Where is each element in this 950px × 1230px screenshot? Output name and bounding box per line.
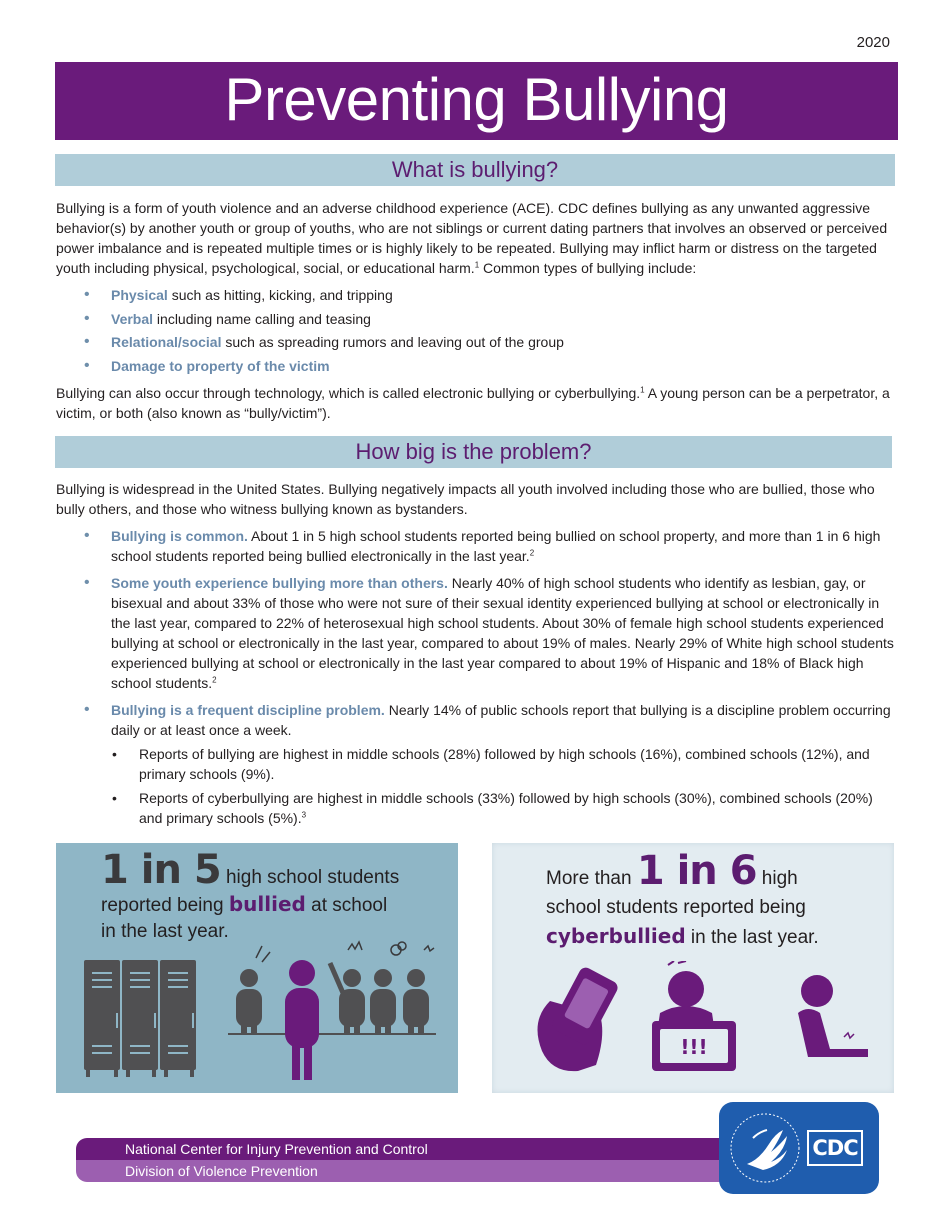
- definition-text: Bullying is a form of youth violence and an adverse childhood experience (ACE). CDC defines bullying as any unwanted aggressive behavior(s) by another youth or group of youths, who are not siblings or current dating partners that involves an observed or perceived power imbalance and is repeated multiple times or is highly likely to be repeated. Bullying may inflict harm or distress on the targeted youth including physical, psychological, social, or educational harm.: [56, 200, 888, 276]
- list-item: [84, 700, 894, 740]
- infographic-bullied-panel: [56, 843, 458, 1093]
- stat-line4: in the last year.: [101, 921, 229, 942]
- subpoint-text: Reports of bullying are highest in middle schools (28%) followed by high schools (16%), combined schools (12%), and primary schools (9%).: [139, 746, 870, 782]
- stat-line3: in the last year.: [685, 927, 819, 948]
- cdc-logo-text: CDC: [807, 1130, 863, 1166]
- list-item: [84, 526, 894, 566]
- section-heading-how-big: How big is the problem?: [55, 436, 892, 468]
- stat-emphasis: bullied: [228, 892, 306, 916]
- point-text: Nearly 14% of public schools report that bullying is a discipline problem occurring daily or at least once a week.: [111, 702, 891, 738]
- section-heading-what-is-bullying: What is bullying?: [55, 154, 895, 186]
- discipline-subpoints-list: [112, 744, 882, 832]
- stat-emphasis: cyberbullied: [546, 924, 686, 948]
- point-text: Nearly 40% of high school students who identify as lesbian, gay, or bisexual and about 33% of those who were not sure of their sexual identity experienced bullying at school or electronically in the last year, compared to 22% of heterosexual high school students. About 30% of female high school students experienced bullying at school or electronically in the last year, compared to about 19% of males. Nearly 29% of White high school students experienced bullying at school or electronically in the last year compared to about 19% of Hispanic and 18% of Black high school students.: [111, 575, 894, 691]
- bystander-figure-icon: [236, 969, 262, 1034]
- laptop-alert-text: !!!: [680, 1035, 708, 1059]
- point-label: Some youth experience bullying more than others.: [111, 575, 448, 591]
- type-label: Relational/social: [111, 334, 222, 350]
- person-at-laptop-icon: [652, 961, 736, 1071]
- type-text: such as hitting, kicking, and tripping: [167, 287, 393, 303]
- type-label: Verbal: [111, 310, 154, 327]
- closing-text: Bullying can also occur through technology, which is called electronic bullying or cyberbullying.: [56, 385, 641, 401]
- type-label: Damage to property of the victim: [111, 357, 330, 374]
- infographic-cyberbullied-panel: [492, 843, 894, 1093]
- list-item: [112, 788, 882, 828]
- footnote-ref: 1: [640, 385, 645, 395]
- stat-line1: high school students: [220, 867, 400, 888]
- problem-points-list: [84, 526, 894, 747]
- definition-tail: Common types of bullying include:: [479, 260, 697, 276]
- person-with-device-icon: [798, 975, 868, 1057]
- footnote-ref: 3: [301, 810, 307, 820]
- footnote-ref: 2: [212, 675, 217, 685]
- lockers-icon: [84, 960, 196, 1077]
- footer-division-name: Division of Violence Prevention: [125, 1163, 318, 1179]
- list-item: [84, 573, 894, 693]
- type-text: including name calling and teasing: [153, 310, 371, 327]
- point-label: Bullying is common.: [111, 528, 248, 544]
- list-item: [84, 285, 894, 305]
- lockers-and-students-illustration: [56, 938, 458, 1088]
- subpoint-text: Reports of cyberbullying are highest in middle schools (33%) followed by high schools (30%), combined schools (20%) and primary schools (5%).: [139, 790, 873, 826]
- list-item: [112, 744, 882, 784]
- cyberbullying-paragraph: [56, 383, 896, 423]
- footnote-ref: 2: [529, 548, 535, 558]
- stat-line2: school students reported being: [546, 897, 806, 918]
- cyberbullying-illustration: [492, 961, 894, 1091]
- hand-with-phone-icon: [538, 965, 620, 1071]
- stat-line1: high: [756, 868, 798, 889]
- list-item: [84, 309, 894, 329]
- bullying-definition-paragraph: [56, 198, 896, 278]
- point-text: About 1 in 5 high school students reported being bullied on school property, and more than 1 in 6 high school students reported being bullied electronically in the last year.: [111, 528, 881, 564]
- type-label: Physical: [111, 287, 168, 303]
- stat-line2: reported being: [101, 895, 229, 916]
- closing-tail: A young person can be a perpetrator, a victim, or both (also known as “bully/victim”).: [56, 385, 890, 421]
- document-year: 2020: [856, 34, 890, 51]
- stat-line0: More than: [546, 868, 637, 889]
- cyberbullied-stat-text: [546, 848, 886, 952]
- bullied-student-icon: [285, 960, 319, 1080]
- stat-number: 1 in 6: [636, 848, 757, 894]
- list-item: [84, 356, 894, 376]
- list-item: [84, 332, 894, 352]
- type-text: such as spreading rumors and leaving out of the group: [221, 334, 564, 350]
- pointing-students-icon: [330, 963, 429, 1034]
- point-label: Bullying is a frequent discipline problem.: [111, 702, 385, 718]
- cdc-logo-badge: [719, 1102, 879, 1194]
- page-title: Preventing Bullying: [55, 62, 898, 140]
- footnote-ref: 1: [474, 260, 480, 270]
- stat-line3: at school: [305, 895, 388, 916]
- problem-intro-paragraph: Bullying is widespread in the United States. Bullying negatively impacts all youth involved including those who are bullied, those who bully others, and those who witness bullying known as bystanders.: [56, 481, 875, 517]
- stat-number: 1 in 5: [101, 847, 221, 893]
- bullying-types-list: [84, 285, 894, 379]
- bullied-stat-text: [101, 847, 451, 945]
- footer-center-name: National Center for Injury Prevention and Control: [125, 1141, 428, 1157]
